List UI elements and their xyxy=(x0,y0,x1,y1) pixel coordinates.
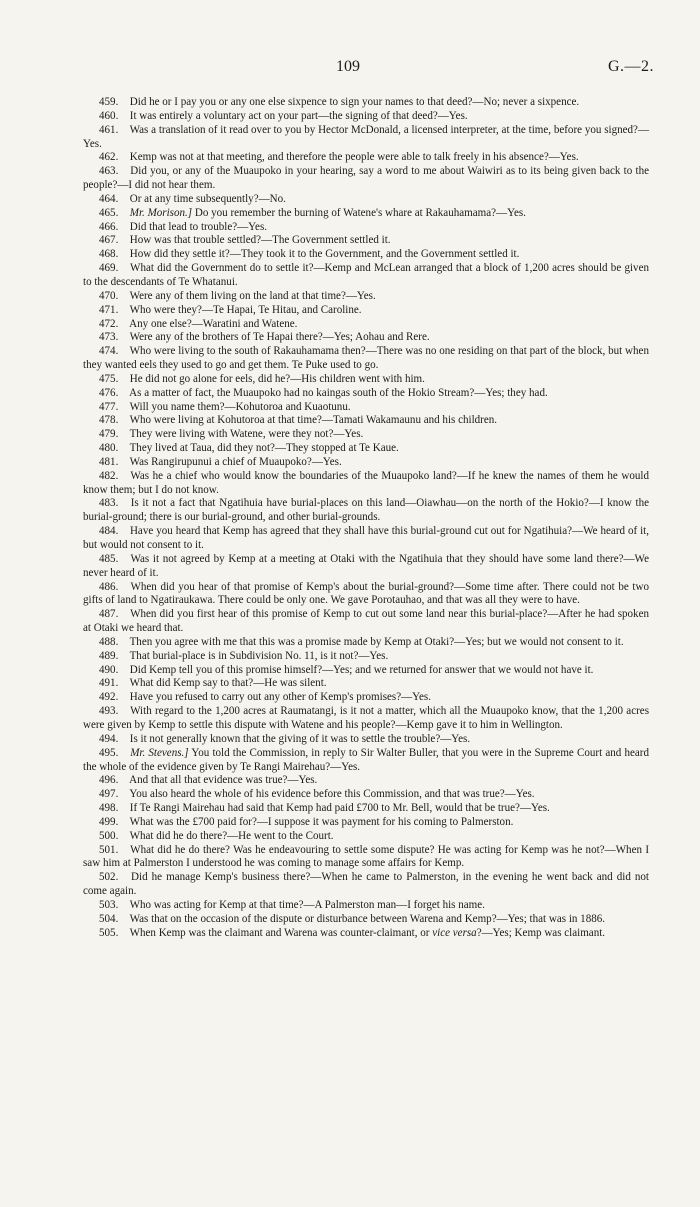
paragraph xyxy=(83,497,649,525)
paragraph xyxy=(83,193,649,207)
italic-phrase: vice versa xyxy=(432,926,477,939)
paragraph-text: How was that trouble settled?—The Government settled it. xyxy=(129,234,391,247)
paragraph-number: 488. xyxy=(99,635,119,648)
paragraph-number: 486. xyxy=(99,580,119,593)
paragraph-number: 477. xyxy=(99,400,119,413)
paragraph-number: 497. xyxy=(99,788,119,801)
paragraph-text: Did that lead to trouble?—Yes. xyxy=(129,220,268,233)
paragraph-text: Or at any time subsequently?—No. xyxy=(129,192,286,205)
paragraph-text: When did you first hear of this promise of Kemp to cut out some land near this burial-place?—After he had spoken at Otaki we heard that. xyxy=(83,608,650,635)
paragraph xyxy=(83,705,649,733)
paragraph-text: As a matter of fact, the Muaupoko had no kaingas south of the Hokio Stream?—Yes; they had. xyxy=(129,386,548,399)
paragraph-number: 485. xyxy=(99,552,119,565)
paragraph-text: What was the £700 paid for?—I suppose it was payment for his coming to Palmerston. xyxy=(129,815,514,828)
paragraph-text: Was that on the occasion of the dispute or disturbance between Warena and Kemp?—Yes; that was in 1886. xyxy=(129,912,606,925)
paragraph-number: 482. xyxy=(99,469,119,482)
paragraph-number: 495. xyxy=(99,746,119,759)
paragraph-number: 473. xyxy=(99,331,119,344)
paragraph-text: Were any of the brothers of Te Hapai there?—Yes; Aohau and Rere. xyxy=(129,331,430,344)
paragraph-number: 491. xyxy=(99,677,119,690)
paragraph xyxy=(83,124,649,152)
paragraph-text: Did Kemp tell you of this promise himself?—Yes; and we returned for answer that we would not have it. xyxy=(129,663,594,676)
paragraph xyxy=(83,927,649,941)
paragraph xyxy=(83,788,649,802)
page-number: 109 xyxy=(336,58,360,75)
paragraph xyxy=(83,318,649,332)
paragraph xyxy=(83,830,649,844)
paragraph-text: Who were living to the south of Rakauhamama then?—There was no one residing on that part of the block, but when they wanted eels they used to go and get them. Te Puke used to go. xyxy=(83,345,649,372)
paragraph xyxy=(83,664,649,678)
paragraph-text: Will you name them?—Kohutoroa and Kuaotunu. xyxy=(129,400,351,413)
paragraph xyxy=(83,221,649,235)
paragraph-number: 496. xyxy=(99,774,119,787)
paragraph-text: What did he do there?—He went to the Court. xyxy=(129,829,334,842)
paragraph xyxy=(83,373,649,387)
paragraph xyxy=(83,733,649,747)
paragraph-number: 461. xyxy=(99,123,119,136)
paragraph-number: 471. xyxy=(99,303,119,316)
paragraph-number: 492. xyxy=(99,691,119,704)
paragraph xyxy=(83,234,649,248)
paragraph xyxy=(83,151,649,165)
paragraph xyxy=(83,802,649,816)
paragraph-text: They were living with Watene, were they not?—Yes. xyxy=(129,428,364,441)
paragraph-text: Any one else?—Waratini and Watene. xyxy=(129,317,298,330)
paragraph-text: When Kemp was the claimant and Warena was counter-claimant, or xyxy=(129,926,430,939)
paragraph-text: Kemp was not at that meeting, and therefore the people were able to talk freely in his absence?—Yes. xyxy=(129,151,579,164)
paragraph xyxy=(83,553,649,581)
paragraph-number: 499. xyxy=(99,815,119,828)
paragraph-text: That burial-place is in Subdivision No. 11, is it not?—Yes. xyxy=(129,649,389,662)
paragraph-text: It was entirely a voluntary act on your part—the signing of that deed?—Yes. xyxy=(129,109,468,122)
paragraph-number: 493. xyxy=(99,705,119,718)
paragraph xyxy=(83,428,649,442)
paragraph-text: Were any of them living on the land at that time?—Yes. xyxy=(129,289,376,302)
paragraph xyxy=(83,456,649,470)
paragraph-number: 503. xyxy=(99,898,119,911)
paragraph-number: 462. xyxy=(99,151,119,164)
paragraph-text: What did the Government do to settle it?—Kemp and McLean arranged that a block of 1,200 acres should be given to the descendants of Te Whatanui. xyxy=(83,262,650,288)
paragraph xyxy=(83,774,649,788)
document-reference: G.—2. xyxy=(607,58,654,75)
paragraph-number: 459. xyxy=(99,96,119,108)
paragraph-number: 500. xyxy=(99,829,119,842)
paragraph xyxy=(83,691,649,705)
paragraph xyxy=(83,387,649,401)
paragraph-number: 475. xyxy=(99,372,119,385)
paragraph-number: 469. xyxy=(99,262,119,275)
paragraph-text: How did they settle it?—They took it to the Government, and the Government settled it. xyxy=(129,248,520,261)
paragraph xyxy=(83,525,649,553)
paragraph xyxy=(83,290,649,304)
paragraph-text: What did he do there? Was he endeavouring to settle some dispute? He was acting for Kemp was he not?—When I saw him at Palmerston I understood he was coming to manage some affairs for Kemp. xyxy=(83,843,650,870)
page-header xyxy=(0,58,700,80)
paragraph-text: Do you remember the burning of Watene's whare at Rakauhamama?—Yes. xyxy=(194,206,526,219)
paragraph-number: 484. xyxy=(99,525,119,538)
paragraph xyxy=(83,581,649,609)
paragraph-number: 505. xyxy=(99,926,119,939)
paragraph-number: 479. xyxy=(99,428,119,441)
paragraph xyxy=(83,677,649,691)
paragraph-number: 502. xyxy=(99,871,119,884)
paragraph-number: 478. xyxy=(99,414,119,427)
paragraph-text: Was he a chief who would know the boundaries of the Muaupoko land?—If he knew the names of them he would know them; but I do not know. xyxy=(83,469,650,496)
paragraph-number: 474. xyxy=(99,345,119,358)
paragraph-number: 467. xyxy=(99,234,119,247)
paragraph xyxy=(83,96,649,110)
paragraph xyxy=(83,401,649,415)
paragraph-text: Who were living at Kohutoroa at that time?—Tamati Wakamaunu and his children. xyxy=(129,414,498,427)
paragraph-text: Is it not a fact that Ngatihuia have burial-places on this land—Oiawhau—on the north of the Hokio?—I know the burial-ground; there is our burial-ground, and other burial-grounds. xyxy=(83,497,650,524)
paragraph-number: 476. xyxy=(99,386,119,399)
paragraph-text: They lived at Taua, did they not?—They stopped at Te Kaue. xyxy=(129,442,399,455)
paragraph-number: 468. xyxy=(99,248,119,261)
paragraph-number: 481. xyxy=(99,455,119,468)
paragraph xyxy=(83,871,649,899)
paragraph xyxy=(83,331,649,345)
paragraph-text: Did he or I pay you or any one else sixpence to sign your names to that deed?—No; never a sixpence. xyxy=(129,96,580,108)
paragraph-number: 483. xyxy=(99,497,119,510)
speaker-label: Mr. Morison.] xyxy=(129,206,193,219)
paragraph xyxy=(83,844,649,872)
paragraph-text: Have you refused to carry out any other of Kemp's promises?—Yes. xyxy=(129,691,431,704)
paragraph xyxy=(83,207,649,221)
paragraph-text: With regard to the 1,200 acres at Raumatangi, is it not a matter, which all the Muaupoko know, that the 1,200 acres were given by Kemp to settle this dispute with Watene and his people?—Kemp gave it to him in Wellington. xyxy=(83,705,649,731)
paragraph-text: Who were they?—Te Hapai, Te Hitau, and Caroline. xyxy=(129,303,362,316)
paragraph-number: 460. xyxy=(99,109,119,122)
paragraph-text: Is it not generally known that the giving of it was to settle the trouble?—Yes. xyxy=(129,732,471,745)
paragraph xyxy=(83,470,649,498)
paragraph xyxy=(83,262,649,290)
paragraph xyxy=(83,747,649,775)
document-body xyxy=(83,96,649,940)
paragraph-number: 487. xyxy=(99,608,119,621)
paragraph-number: 472. xyxy=(99,317,119,330)
paragraph-number: 489. xyxy=(99,649,119,662)
paragraph-text: Have you heard that Kemp has agreed that they shall have this burial-ground cut out for Ngatihuia?—We heard of it, but would not consent to it. xyxy=(83,525,649,551)
paragraph-number: 498. xyxy=(99,802,119,815)
speaker-label: Mr. Stevens.] xyxy=(130,746,189,759)
paragraph-number: 465. xyxy=(99,206,119,219)
paragraph-number: 480. xyxy=(99,442,119,455)
paragraph-text: And that all that evidence was true?—Yes. xyxy=(129,774,318,787)
paragraph-text-after: ?—Yes; Kemp was claimant. xyxy=(476,926,606,939)
paragraph xyxy=(83,304,649,318)
paragraph-text: He did not go alone for eels, did he?—His children went with him. xyxy=(129,372,425,385)
paragraph-text: Was a translation of it read over to you by Hector McDonald, a licensed interpreter, at the time, before you signed?—Yes. xyxy=(83,123,649,150)
paragraph xyxy=(83,913,649,927)
paragraph xyxy=(83,248,649,262)
paragraph xyxy=(83,899,649,913)
paragraph-number: 504. xyxy=(99,912,119,925)
paragraph xyxy=(83,110,649,124)
paragraph xyxy=(83,608,649,636)
paragraph-number: 466. xyxy=(99,220,119,233)
paragraph-text: What did Kemp say to that?—He was silent. xyxy=(129,677,327,690)
paragraph-text: You told the Commission, in reply to Sir Walter Buller, that you were in the Supreme Court and heard the whole of the evidence given by Te Rangi Mairehau?—Yes. xyxy=(83,746,649,773)
paragraph xyxy=(83,345,649,373)
paragraph-number: 464. xyxy=(99,192,119,205)
paragraph-text: If Te Rangi Mairehau had said that Kemp had paid £700 to Mr. Bell, would that be true?—Yes. xyxy=(129,802,550,815)
paragraph-text: Did he manage Kemp's business there?—When he came to Palmerston, in the evening he went back and did not come again. xyxy=(83,871,650,898)
paragraph-text: You also heard the whole of his evidence before this Commission, and that was true?—Yes. xyxy=(129,788,535,801)
paragraph-text: Who was acting for Kemp at that time?—A Palmerston man—I forget his name. xyxy=(129,898,485,911)
paragraph-text: When did you hear of that promise of Kemp's about the burial-ground?—Some time after. There could not be two gifts of land to Ngatiraukawa. There could be only one. We gave Porotauhao, and that was all they were to have. xyxy=(83,580,649,607)
paragraph-number: 490. xyxy=(99,663,119,676)
paragraph-text: Did you, or any of the Muaupoko in your hearing, say a word to me about Waiwiri as to its being given back to the people?—I did not hear them. xyxy=(83,165,649,192)
paragraph-number: 463. xyxy=(99,165,119,178)
paragraph-text: Was it not agreed by Kemp at a meeting at Otaki with the Ngatihuia that they should have some land there?—We never heard of it. xyxy=(83,552,649,579)
paragraph-number: 501. xyxy=(99,843,119,856)
paragraph xyxy=(83,636,649,650)
paragraph-text: Was Rangirupunui a chief of Muaupoko?—Yes. xyxy=(129,455,342,468)
paragraph xyxy=(83,650,649,664)
paragraph-number: 494. xyxy=(99,732,119,745)
paragraph xyxy=(83,414,649,428)
paragraph-number: 470. xyxy=(99,289,119,302)
paragraph-text: Then you agree with me that this was a promise made by Kemp at Otaki?—Yes; but we would not consent to it. xyxy=(129,635,624,648)
paragraph xyxy=(83,165,649,193)
paragraph xyxy=(83,442,649,456)
paragraph xyxy=(83,816,649,830)
